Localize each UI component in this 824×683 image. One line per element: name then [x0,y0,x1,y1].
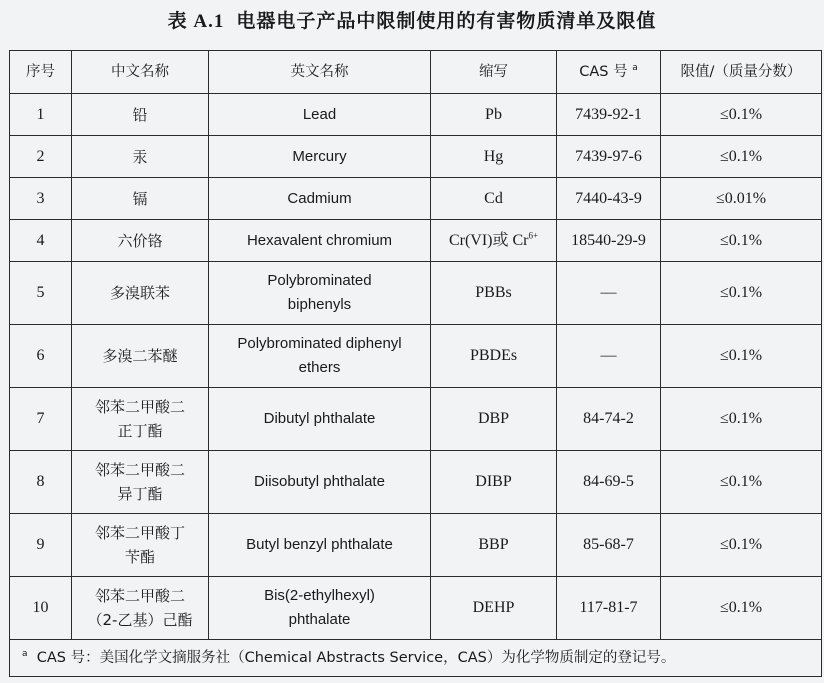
row-chinese-name: 镉 [72,178,209,220]
row-index: 1 [10,94,72,136]
row-limit: ≤0.1% [661,325,822,388]
table-row [10,388,822,451]
row-abbreviation: PBBs [431,262,557,325]
row-index: 9 [10,514,72,577]
row-index: 6 [10,325,72,388]
row-limit: ≤0.1% [661,514,822,577]
footnote-mark: a [22,649,28,660]
row-english-name: Butyl benzyl phthalate [209,514,431,577]
row-index: 5 [10,262,72,325]
row-cas: 7440-43-9 [557,178,661,220]
row-cas: 84-69-5 [557,451,661,514]
row-abbreviation: PBDEs [431,325,557,388]
row-chinese-name-line-2: 正丁酯 [117,422,163,440]
row-abbreviation: DEHP [431,577,557,640]
table-row [10,220,822,262]
table-row [10,262,822,325]
header-abbreviation: 缩写 [431,51,557,94]
row-english-name: Cadmium [209,178,431,220]
header-index: 序号 [10,51,72,94]
row-abbreviation: Cd [431,178,557,220]
header-cas-label: CAS 号 [579,64,628,80]
row-index: 7 [10,388,72,451]
row-index: 2 [10,136,72,178]
header-cas-note-mark: a [632,63,638,74]
table-header-row [10,51,822,94]
row-chinese-name: 六价铬 [72,220,209,262]
row-limit: ≤0.1% [661,451,822,514]
row-abbreviation [431,220,557,262]
row-english-name: Hexavalent chromium [209,220,431,262]
row-cas: 18540-29-9 [557,220,661,262]
table-row [10,178,822,220]
row-chinese-name-line-2: （2-乙基）己酯 [87,611,193,629]
table-number: 表 A.1 [167,11,225,32]
row-english-name [209,262,431,325]
row-english-name-line-2: ethers [298,359,341,376]
row-index: 4 [10,220,72,262]
row-index: 8 [10,451,72,514]
row-english-name [209,325,431,388]
row-cas: 7439-92-1 [557,94,661,136]
row-chinese-name: 多溴联苯 [72,262,209,325]
header-english-name: 英文名称 [209,51,431,94]
row-cas: — [557,262,661,325]
row-limit: ≤0.01% [661,178,822,220]
row-chinese-name-line-2: 苄酯 [124,548,155,566]
row-abbreviation: DIBP [431,451,557,514]
row-abbreviation: Pb [431,94,557,136]
row-chinese-name-line-1: 邻苯二甲酸二 [94,461,185,479]
hazardous-substances-table [9,50,822,677]
footnote-text: CAS 号：美国化学文摘服务社（Chemical Abstracts Service，CAS）为化学物质制定的登记号。 [36,650,676,666]
row-english-name-line-1: Polybrominated [267,272,372,289]
row-english-name: Lead [209,94,431,136]
row-chinese-name: 汞 [72,136,209,178]
row-abbreviation: BBP [431,514,557,577]
table-row [10,577,822,640]
row-cas: 84-74-2 [557,388,661,451]
row-chinese-name [72,577,209,640]
row-abbreviation: Hg [431,136,557,178]
row-abbreviation-superscript: 6+ [528,230,539,241]
row-limit: ≤0.1% [661,577,822,640]
table-caption [0,6,824,33]
row-chinese-name-line-1: 邻苯二甲酸二 [94,587,185,605]
row-limit: ≤0.1% [661,262,822,325]
header-chinese-name: 中文名称 [72,51,209,94]
table-row [10,94,822,136]
row-english-name-line-1: Polybrominated diphenyl [237,335,402,352]
row-limit: ≤0.1% [661,136,822,178]
table-row [10,451,822,514]
row-chinese-name [72,451,209,514]
table-footnote-row [10,640,822,677]
row-chinese-name [72,388,209,451]
row-cas: — [557,325,661,388]
row-cas: 7439-97-6 [557,136,661,178]
row-english-name: Dibutyl phthalate [209,388,431,451]
row-chinese-name: 铅 [72,94,209,136]
row-chinese-name-line-2: 异丁酯 [117,485,163,503]
header-cas [557,51,661,94]
row-english-name: Diisobutyl phthalate [209,451,431,514]
row-limit: ≤0.1% [661,94,822,136]
row-index: 3 [10,178,72,220]
row-english-name [209,577,431,640]
row-english-name-line-2: biphenyls [287,296,352,313]
row-abbreviation-text: Cr(VI)或 Cr [448,231,529,249]
row-cas: 85-68-7 [557,514,661,577]
header-limit: 限值/（质量分数） [661,51,822,94]
row-chinese-name: 多溴二苯醚 [72,325,209,388]
table-title: 电器电子产品中限制使用的有害物质清单及限值 [236,10,657,32]
table-row [10,514,822,577]
row-english-name: Mercury [209,136,431,178]
row-english-name-line-2: phthalate [288,611,351,628]
table-footnote [10,640,822,677]
row-index: 10 [10,577,72,640]
row-chinese-name [72,514,209,577]
table-row [10,325,822,388]
row-english-name-line-1: Bis(2-ethylhexyl) [264,587,375,604]
table-row [10,136,822,178]
row-chinese-name-line-1: 邻苯二甲酸丁 [94,524,185,542]
row-limit: ≤0.1% [661,220,822,262]
row-abbreviation: DBP [431,388,557,451]
row-chinese-name-line-1: 邻苯二甲酸二 [94,398,185,416]
row-limit: ≤0.1% [661,388,822,451]
row-cas: 117-81-7 [557,577,661,640]
